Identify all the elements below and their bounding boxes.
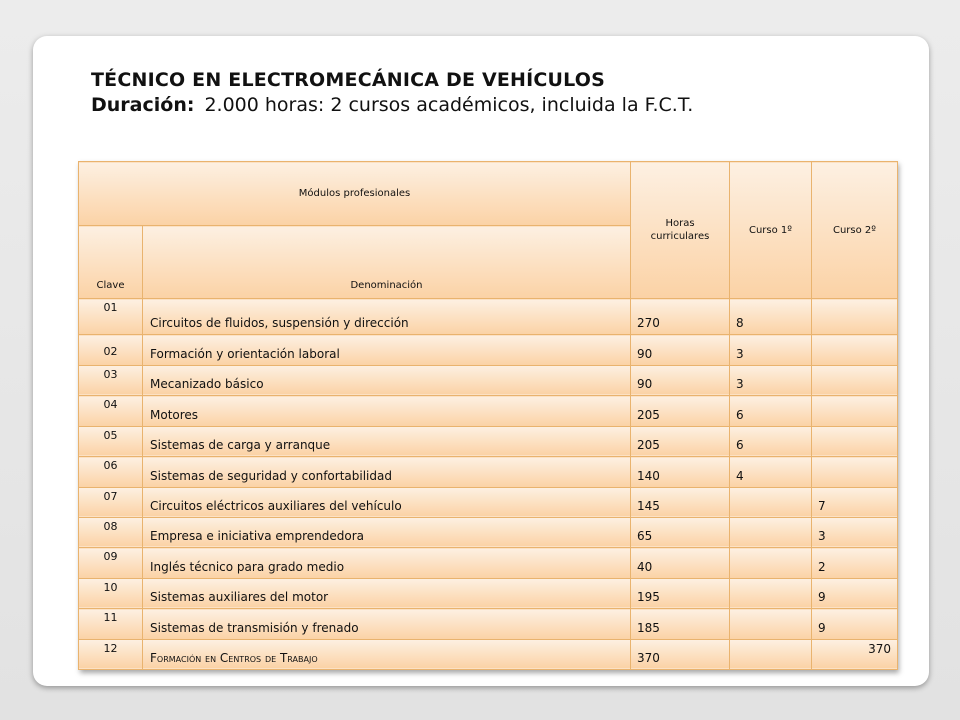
clave-cell: 01 [79,299,143,335]
curso2-cell: 9 [812,609,898,639]
curso1-cell: 3 [730,335,812,365]
horas-cell: 90 [631,335,730,365]
curso2-cell [812,426,898,456]
duration-text: 2.000 horas: 2 cursos académicos, incluida la F.C.T. [204,94,694,116]
module-name-cell: Motores [143,396,631,426]
module-name-cell: Circuitos de fluidos, suspensión y dirección [143,299,631,335]
table-row [79,517,898,547]
clave-cell: 04 [79,396,143,426]
table-row [79,639,898,669]
module-name-cell: Sistemas de seguridad y confortabilidad [143,457,631,487]
clave-cell: 02 [79,335,143,365]
curso2-cell [812,396,898,426]
header-denominacion: Denominación [143,226,631,299]
header-row-top [79,162,898,226]
table-row [79,457,898,487]
duration-line [91,93,891,118]
curso2-cell [812,335,898,365]
module-name-cell: Mecanizado básico [143,365,631,395]
curso1-cell: 6 [730,426,812,456]
horas-cell: 195 [631,578,730,608]
horas-cell: 90 [631,365,730,395]
modules-table-wrap [78,161,897,670]
curso1-cell [730,548,812,578]
module-name-cell: Sistemas de carga y arranque [143,426,631,456]
clave-cell: 05 [79,426,143,456]
curso1-cell [730,487,812,517]
horas-cell: 370 [631,639,730,669]
header-clave: Clave [79,226,143,299]
module-name-cell: Empresa e iniciativa emprendedora [143,517,631,547]
horas-cell: 40 [631,548,730,578]
module-name-cell: Formación y orientación laboral [143,335,631,365]
clave-cell: 11 [79,609,143,639]
clave-cell: 07 [79,487,143,517]
duration-label: Duración: [91,94,195,116]
header-curso2: Curso 2º [812,162,898,299]
horas-cell: 205 [631,426,730,456]
horas-cell: 185 [631,609,730,639]
header-modulos: Módulos profesionales [79,162,631,226]
curso1-cell: 4 [730,457,812,487]
curso1-cell: 8 [730,299,812,335]
page-title: TÉCNICO EN ELECTROMECÁNICA DE VEHÍCULOS [91,69,606,91]
curso1-cell [730,578,812,608]
module-name-cell: Sistemas de transmisión y frenado [143,609,631,639]
curso2-cell: 2 [812,548,898,578]
table-row [79,299,898,335]
module-name-cell: Formación en Centros de Trabajo [143,639,631,669]
curso1-cell: 3 [730,365,812,395]
horas-cell: 270 [631,299,730,335]
curso1-cell: 6 [730,396,812,426]
clave-cell: 08 [79,517,143,547]
modules-table [78,161,898,670]
curso2-cell: 9 [812,578,898,608]
table-row [79,548,898,578]
heading [91,68,891,118]
curso2-cell [812,457,898,487]
header-horas: Horas curriculares [631,162,730,299]
curso1-cell [730,639,812,669]
curso2-cell [812,299,898,335]
header-curso1: Curso 1º [730,162,812,299]
table-row [79,487,898,517]
curso2-cell [812,365,898,395]
clave-cell: 03 [79,365,143,395]
table-row [79,578,898,608]
module-name-cell: Inglés técnico para grado medio [143,548,631,578]
module-name-cell: Sistemas auxiliares del motor [143,578,631,608]
curso2-cell: 370 [812,639,898,669]
table-row [79,335,898,365]
table-row [79,609,898,639]
slide [33,36,929,686]
clave-cell: 09 [79,548,143,578]
curso1-cell [730,609,812,639]
horas-cell: 205 [631,396,730,426]
table-row [79,396,898,426]
curso2-cell: 3 [812,517,898,547]
horas-cell: 145 [631,487,730,517]
curso1-cell [730,517,812,547]
horas-cell: 65 [631,517,730,547]
clave-cell: 12 [79,639,143,669]
module-name-cell: Circuitos eléctricos auxiliares del vehículo [143,487,631,517]
clave-cell: 10 [79,578,143,608]
horas-cell: 140 [631,457,730,487]
table-row [79,365,898,395]
curso2-cell: 7 [812,487,898,517]
table-row [79,426,898,456]
clave-cell: 06 [79,457,143,487]
